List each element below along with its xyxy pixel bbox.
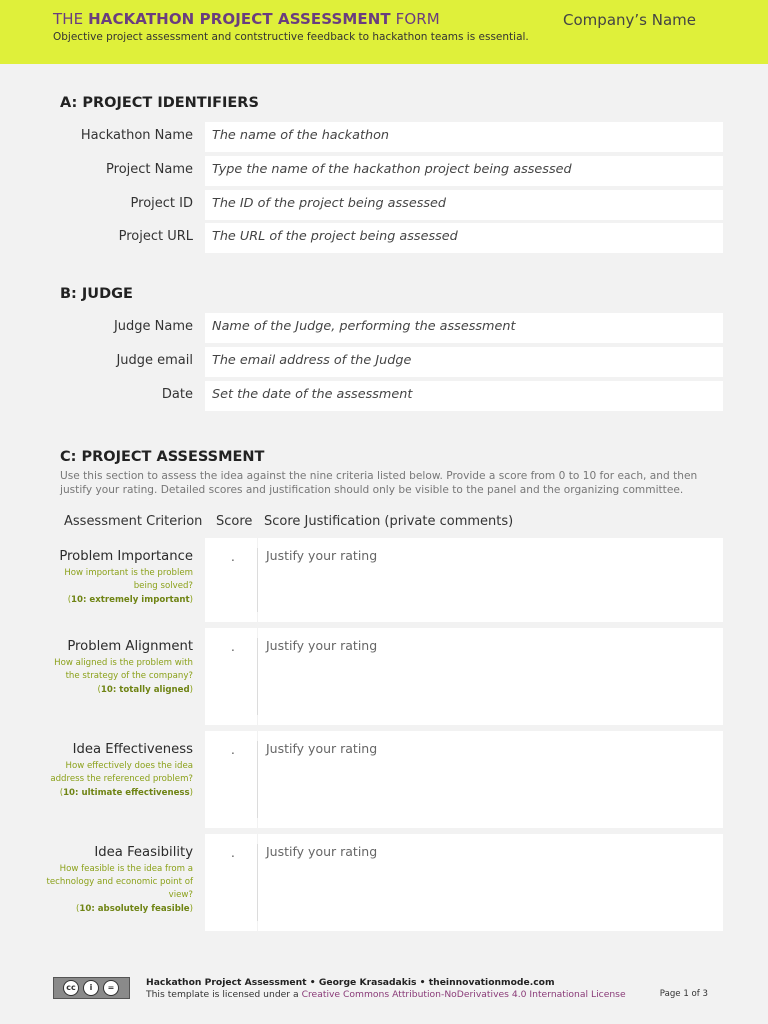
section-c-intro: Use this section to assess the idea against the nine criteria listed below. Provide a score from 0 to 10 for each, and then justify your rating. Detailed scores and justification should only be visible to the panel and the organizing committee. xyxy=(60,470,698,496)
criterion-name: Problem Importance xyxy=(59,549,193,564)
project-url-input[interactable] xyxy=(205,223,723,253)
judge-name-label: Judge Name xyxy=(113,319,193,334)
hackathon-name-label: Hackathon Name xyxy=(80,128,193,143)
project-name-placeholder: Type the name of the hackathon project being assessed xyxy=(212,162,572,177)
project-name-row xyxy=(0,156,768,186)
nd-icon: = xyxy=(103,980,119,996)
date-input[interactable] xyxy=(205,381,723,411)
justification-input[interactable]: Justify your rating xyxy=(258,834,723,931)
criterion-row-problem-alignment xyxy=(0,628,768,725)
criterion-description: How effectively does the idea address the referenced problem? xyxy=(50,761,193,784)
criterion-scale: (10: extremely important) xyxy=(67,595,193,605)
criterion-description: How aligned is the problem with the strategy of the company? xyxy=(54,658,193,681)
criterion-name: Idea Feasibility xyxy=(94,845,193,860)
footer-license-text: This template is licensed under a Creative Commons Attribution-NoDerivatives 4.0 International License xyxy=(146,989,626,1000)
project-url-row xyxy=(0,223,768,253)
project-url-label: Project URL xyxy=(118,229,193,244)
judge-email-label: Judge email xyxy=(116,353,193,368)
score-input[interactable]: . xyxy=(205,731,257,828)
cc-license-badge[interactable] xyxy=(53,977,130,999)
license-link[interactable]: Creative Commons Attribution-NoDerivatives 4.0 International License xyxy=(301,989,626,1000)
form-title: THE HACKATHON PROJECT ASSESSMENT FORM xyxy=(53,10,440,28)
footer-credits: Hackathon Project Assessment • George Krasadakis • theinnovationmode.com xyxy=(146,977,555,988)
criterion-label xyxy=(43,845,193,914)
section-a-title: A: PROJECT IDENTIFIERS xyxy=(60,95,259,111)
score-input[interactable]: . xyxy=(205,538,257,622)
column-score-header: Score xyxy=(216,514,253,529)
form-subtitle: Objective project assessment and contstructive feedback to hackathon teams is essential. xyxy=(53,31,529,43)
criterion-description: How feasible is the idea from a technology and economic point of view? xyxy=(46,864,193,900)
criterion-row-idea-effectiveness xyxy=(0,731,768,828)
page-header xyxy=(0,0,768,64)
criterion-row-idea-feasibility xyxy=(0,834,768,931)
hackathon-name-row xyxy=(0,122,768,152)
judge-email-row xyxy=(0,347,768,377)
project-name-input[interactable] xyxy=(205,156,723,186)
column-justification-header: Score Justification (private comments) xyxy=(264,514,514,529)
criterion-name: Idea Effectiveness xyxy=(72,742,193,757)
judge-name-placeholder: Name of the Judge, performing the assessment xyxy=(212,319,516,334)
page-footer xyxy=(0,970,768,1024)
score-input[interactable]: . xyxy=(205,628,257,725)
project-id-row xyxy=(0,190,768,220)
project-id-placeholder: The ID of the project being assessed xyxy=(212,196,447,211)
justification-input[interactable]: Justify your rating xyxy=(258,538,723,622)
date-label: Date xyxy=(161,387,193,402)
criterion-scale: (10: totally aligned) xyxy=(97,685,193,695)
column-criterion-header: Assessment Criterion xyxy=(64,514,203,529)
criterion-label xyxy=(43,549,193,605)
hackathon-name-input[interactable] xyxy=(205,122,723,152)
score-input[interactable]: . xyxy=(205,834,257,931)
section-b-title: B: JUDGE xyxy=(60,286,133,302)
criterion-name: Problem Alignment xyxy=(67,639,193,654)
justification-input[interactable]: Justify your rating xyxy=(258,628,723,725)
company-name: Company’s Name xyxy=(563,11,696,29)
project-id-label: Project ID xyxy=(130,196,193,211)
hackathon-name-placeholder: The name of the hackathon xyxy=(212,128,390,143)
date-placeholder: Set the date of the assessment xyxy=(212,387,413,402)
justification-input[interactable]: Justify your rating xyxy=(258,731,723,828)
project-id-input[interactable] xyxy=(205,190,723,220)
date-row xyxy=(0,381,768,411)
judge-name-row xyxy=(0,313,768,343)
criterion-label xyxy=(43,742,193,798)
project-name-label: Project Name xyxy=(106,162,193,177)
section-c-title: C: PROJECT ASSESSMENT xyxy=(60,449,265,465)
judge-email-placeholder: The email address of the Judge xyxy=(212,353,412,368)
project-url-placeholder: The URL of the project being assessed xyxy=(212,229,458,244)
judge-email-input[interactable] xyxy=(205,347,723,377)
cc-icon: cc xyxy=(63,980,79,996)
criterion-scale: (10: ultimate effectiveness) xyxy=(59,788,193,798)
judge-name-input[interactable] xyxy=(205,313,723,343)
by-icon: i xyxy=(83,980,99,996)
page-number: Page 1 of 3 xyxy=(659,989,708,999)
criterion-description: How important is the problem being solved? xyxy=(64,568,193,591)
criterion-row-problem-importance xyxy=(0,538,768,622)
criterion-label xyxy=(43,639,193,695)
criterion-scale: (10: absolutely feasible) xyxy=(76,904,193,914)
